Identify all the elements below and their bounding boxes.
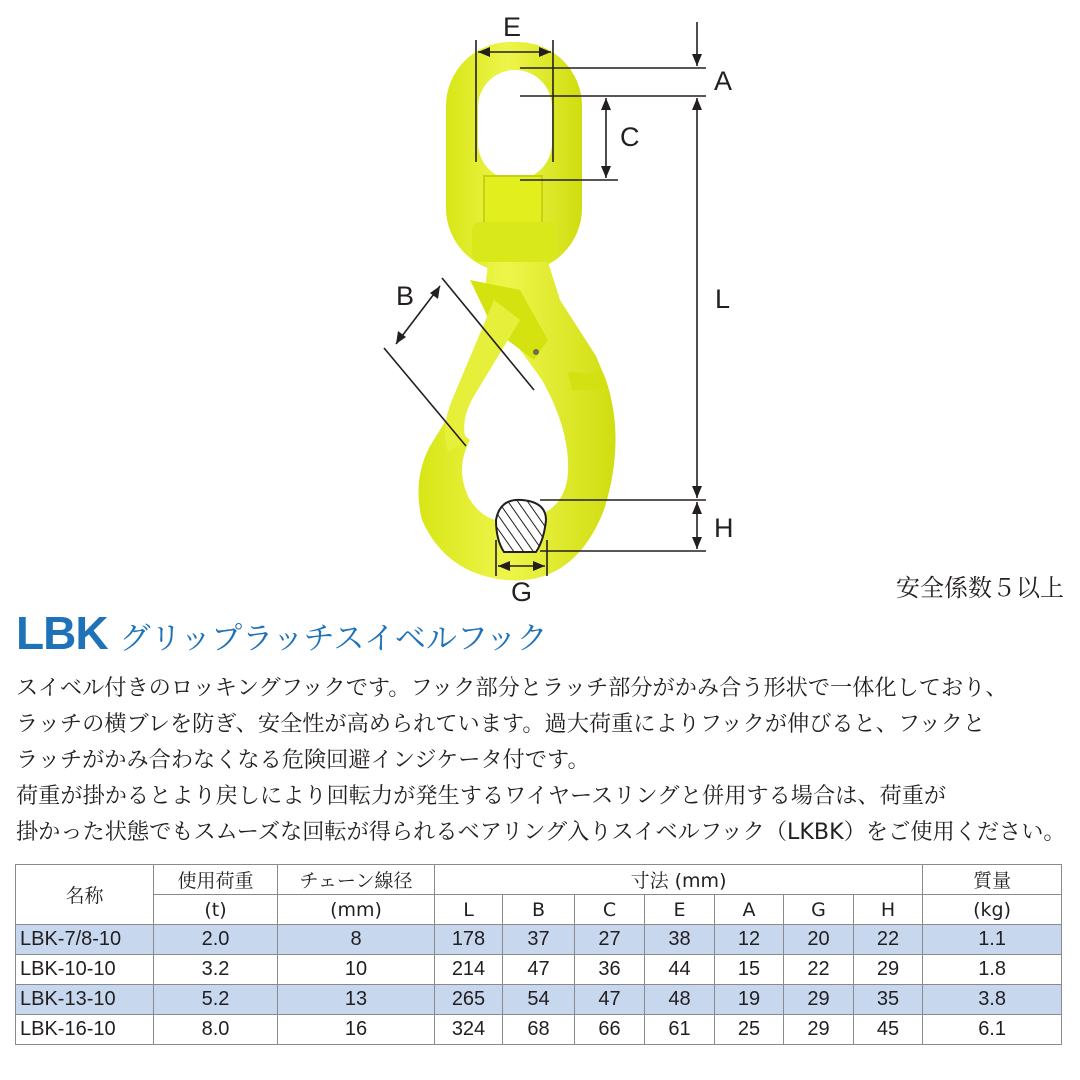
header-dim-b: B xyxy=(503,895,575,925)
header-dim-g: G xyxy=(784,895,854,925)
dim-label-a: A xyxy=(714,66,733,96)
cell-b: 47 xyxy=(503,955,575,985)
header-dim-h: H xyxy=(854,895,923,925)
spec-table xyxy=(15,864,1062,1045)
cell-chain: 13 xyxy=(278,985,435,1015)
cell-a: 19 xyxy=(715,985,784,1015)
cell-h: 29 xyxy=(854,955,923,985)
header-weight: 質量 xyxy=(923,865,1062,895)
cell-c: 27 xyxy=(575,925,645,955)
cell-e: 48 xyxy=(645,985,715,1015)
cell-e: 38 xyxy=(645,925,715,955)
cell-b: 68 xyxy=(503,1015,575,1045)
dim-label-e: E xyxy=(503,12,522,42)
table-row xyxy=(16,985,1062,1015)
cell-e: 44 xyxy=(645,955,715,985)
header-dim-c: C xyxy=(575,895,645,925)
header-dim-l: L xyxy=(435,895,503,925)
cell-l: 214 xyxy=(435,955,503,985)
description-line: 掛かった状態でもスムーズな回転が得られるベアリング入りスイベルフック（LKBK）をご使用ください。 xyxy=(16,819,1066,845)
cell-weight: 3.8 xyxy=(923,985,1062,1015)
header-dim-a: A xyxy=(715,895,784,925)
header-chain: チェーン線径 xyxy=(278,865,435,895)
description-line: ラッチがかみ合わなくなる危険回避インジケータ付です。 xyxy=(16,747,590,773)
cell-h: 45 xyxy=(854,1015,923,1045)
cell-g: 20 xyxy=(784,925,854,955)
cell-b: 54 xyxy=(503,985,575,1015)
cell-load: 2.0 xyxy=(154,925,278,955)
cell-l: 265 xyxy=(435,985,503,1015)
swivel-eye xyxy=(446,42,582,272)
safety-factor-note: 安全係数５以上 xyxy=(896,574,1064,602)
header-chain-unit: (mm) xyxy=(278,895,435,925)
dim-label-g: G xyxy=(511,577,533,607)
header-weight-unit: (kg) xyxy=(923,895,1062,925)
cell-name: LBK-13-10 xyxy=(16,985,154,1015)
cell-a: 12 xyxy=(715,925,784,955)
table-row xyxy=(16,925,1062,955)
cell-h: 35 xyxy=(854,985,923,1015)
header-dim-e: E xyxy=(645,895,715,925)
product-description xyxy=(16,670,1066,850)
cell-e: 61 xyxy=(645,1015,715,1045)
cell-weight: 1.1 xyxy=(923,925,1062,955)
chain-section xyxy=(496,500,546,552)
cell-chain: 10 xyxy=(278,955,435,985)
cell-chain: 16 xyxy=(278,1015,435,1045)
dim-label-b: B xyxy=(396,281,415,311)
header-name: 名称 xyxy=(16,865,154,925)
table-row xyxy=(16,955,1062,985)
header-dimensions: 寸法 (mm) xyxy=(435,865,923,895)
cell-load: 8.0 xyxy=(154,1015,278,1045)
cell-l: 324 xyxy=(435,1015,503,1045)
cell-weight: 1.8 xyxy=(923,955,1062,985)
cell-g: 22 xyxy=(784,955,854,985)
product-name: グリップラッチスイベルフック xyxy=(119,621,548,657)
dim-label-h: H xyxy=(714,513,734,543)
cell-a: 15 xyxy=(715,955,784,985)
cell-g: 29 xyxy=(784,985,854,1015)
cell-g: 29 xyxy=(784,1015,854,1045)
cell-c: 36 xyxy=(575,955,645,985)
model-code: LBK xyxy=(16,607,108,659)
cell-load: 3.2 xyxy=(154,955,278,985)
description-line: 荷重が掛かるとより戻しにより回転力が発生するワイヤースリングと併用する場合は、荷重が xyxy=(16,783,947,809)
dim-label-l: L xyxy=(715,284,731,314)
cell-c: 66 xyxy=(575,1015,645,1045)
cell-name: LBK-10-10 xyxy=(16,955,154,985)
description-line: ラッチの横ブレを防ぎ、安全性が高められています。過大荷重によりフックが伸びると、フックと xyxy=(16,711,986,737)
dim-label-c: C xyxy=(620,122,640,152)
header-load-unit: (t) xyxy=(154,895,278,925)
cell-name: LBK-16-10 xyxy=(16,1015,154,1045)
product-title xyxy=(16,606,548,666)
cell-load: 5.2 xyxy=(154,985,278,1015)
cell-name: LBK-7/8-10 xyxy=(16,925,154,955)
cell-h: 22 xyxy=(854,925,923,955)
cell-weight: 6.1 xyxy=(923,1015,1062,1045)
cell-b: 37 xyxy=(503,925,575,955)
header-load: 使用荷重 xyxy=(154,865,278,895)
table-row xyxy=(16,1015,1062,1045)
description-line: スイベル付きのロッキングフックです。フック部分とラッチ部分がかみ合う形状で一体化しており、 xyxy=(16,675,1008,701)
cell-l: 178 xyxy=(435,925,503,955)
cell-a: 25 xyxy=(715,1015,784,1045)
cell-chain: 8 xyxy=(278,925,435,955)
cell-c: 47 xyxy=(575,985,645,1015)
